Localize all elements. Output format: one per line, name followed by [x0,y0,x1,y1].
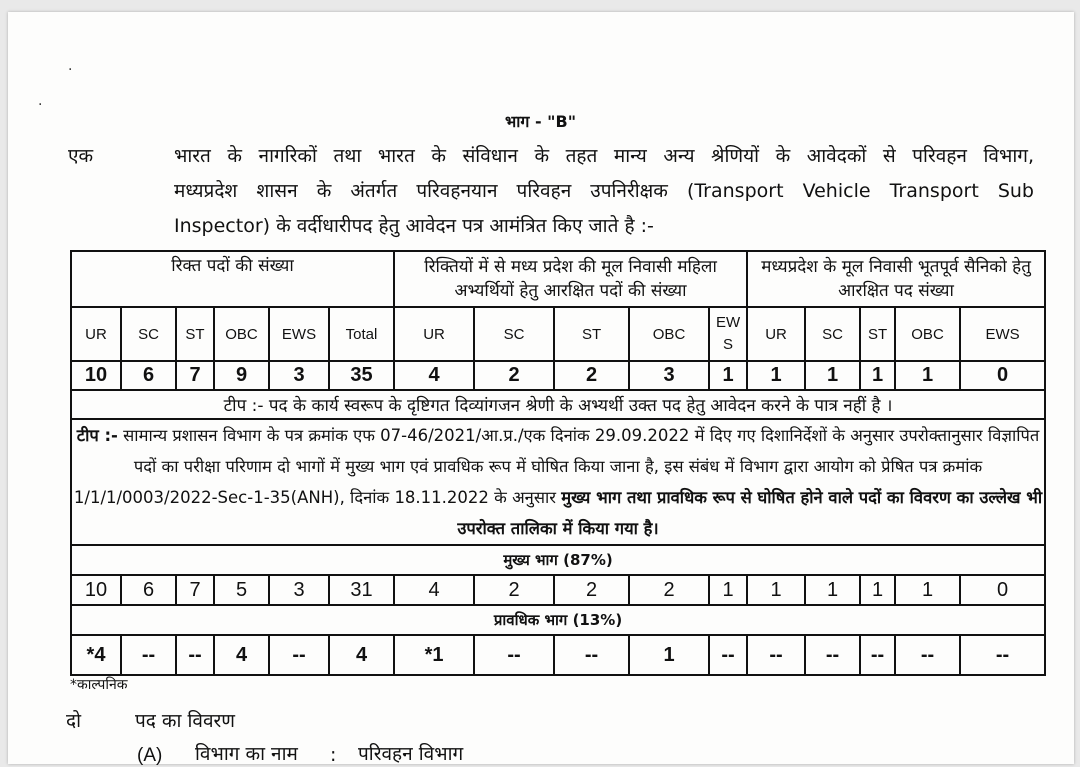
table-cell: 31 [329,575,394,605]
item-a-label: (A) [137,745,163,766]
note-2-prefix: टीप :- [76,426,118,445]
table-cell: 10 [71,361,121,390]
col-header: EWS [960,307,1045,361]
table-cell: 2 [554,361,629,390]
item-a-value: परिवहन विभाग [358,743,464,765]
scan-speck: · [38,97,43,113]
table-cell: 1 [860,575,895,605]
col-header: OBC [895,307,960,361]
main-part-label: मुख्य भाग (87%) [71,545,1045,575]
table-cell: 1 [747,575,805,605]
note-1: टीप :- पद के कार्य स्वरूप के दृष्टिगत दिव्यांगजन श्रेणी के अभ्यर्थी उक्त पद हेतु आवेदन करने के पात्र नहीं है । [71,390,1045,419]
col-header: EWS [269,307,329,361]
table-cell: 1 [895,361,960,390]
table-cell: 4 [394,361,474,390]
provisional-values-row [71,635,1045,675]
col-header: OBC [214,307,269,361]
col-header: SC [805,307,860,361]
vacancy-table [70,250,1046,676]
document-page [8,12,1074,764]
section-title: भाग - "B" [505,112,577,131]
note-row-1 [71,390,1045,419]
intro-line-3: Inspector) के वर्दीधारीपद हेतु आवेदन पत्र आमंत्रित किए जाते है :- [174,215,654,237]
table-cell: 0 [960,575,1045,605]
table-cell: 1 [709,575,747,605]
table-cell: 2 [474,361,554,390]
note-2-text: सामान्य प्रशासन विभाग के पत्र क्रमांक एफ 07-46/2021/आ.प्र./एक दिनांक 29.09.2022 में दिए गए दिशानिर्देशों के अनुसार उपरोक्तानुसार विज्ञापित पदों का परीक्षा परिणाम दो भागों में मुख्य भाग एवं प्रावधिक रूप में घोषित किया जाना है, इस संबंध में विभाग द्वारा आयोग को प्रेषित पत्र क्रमांक 1/1/1/0003/2022-Sec-1-35(ANH), दिनांक 18.11.2022 के अनुसार [73,426,1040,507]
col-header: UR [71,307,121,361]
main-part-values-row [71,575,1045,605]
table-cell: -- [121,635,176,675]
col-header: ST [860,307,895,361]
table-cell: 3 [269,575,329,605]
table-cell: -- [474,635,554,675]
table-cell: *1 [394,635,474,675]
note-row-2 [71,419,1045,545]
column-header-row [71,307,1045,361]
group-header-row [71,251,1045,307]
table-cell: 4 [394,575,474,605]
item-a-field: विभाग का नाम [195,743,298,765]
table-cell: 6 [121,361,176,390]
table-cell: 1 [747,361,805,390]
table-cell: -- [176,635,214,675]
table-cell: 4 [214,635,269,675]
table-cell: 2 [629,575,709,605]
header-ex-servicemen-reserved: मध्यप्रदेश के मूल निवासी भूतपूर्व सैनिको हेतु आरक्षित पद संख्या [747,251,1045,307]
table-cell: 1 [805,575,860,605]
provisional-part-label: प्रावधिक भाग (13%) [71,605,1045,635]
table-cell: 7 [176,575,214,605]
table-cell: 2 [474,575,554,605]
table-cell: 4 [329,635,394,675]
note-2 [71,419,1045,545]
table-cell: 1 [709,361,747,390]
col-header: ST [554,307,629,361]
table-cell: 3 [629,361,709,390]
table-cell: 1 [629,635,709,675]
intro-line-1: भारत के नागरिकों तथा भारत के संविधान के तहत मान्य अन्य श्रेणियों के आवेदकों से परिवहन विभाग, [174,145,1034,167]
col-header: SC [474,307,554,361]
col-header: OBC [629,307,709,361]
table-cell: -- [554,635,629,675]
header-total-vacancies: रिक्त पदों की संख्या [71,251,394,307]
col-header: EW S [709,307,747,361]
table-cell: 35 [329,361,394,390]
item-two-text: पद का विवरण [135,710,236,732]
col-header: UR [747,307,805,361]
table-cell: 3 [269,361,329,390]
main-part-band [71,545,1045,575]
table-cell: -- [960,635,1045,675]
table-cell: *4 [71,635,121,675]
intro-line-2: मध्यप्रदेश शासन के अंतर्गत परिवहनयान परिवहन उपनिरीक्षक (Transport Vehicle Transport Sub [174,180,1034,202]
vacancy-values-row [71,361,1045,390]
table-cell: 0 [960,361,1045,390]
footnote: *काल्पनिक [70,677,128,693]
table-cell: -- [805,635,860,675]
table-cell: -- [895,635,960,675]
col-header: UR [394,307,474,361]
item-two-label: दो [66,710,82,732]
table-cell: 1 [895,575,960,605]
col-header: SC [121,307,176,361]
scan-speck: · [68,62,73,78]
table-cell: 10 [71,575,121,605]
header-women-reserved: रिक्तियों में से मध्य प्रदेश की मूल निवासी महिला अभ्यर्थियों हेतु आरक्षित पदों की संख्या [394,251,747,307]
col-header: Total [329,307,394,361]
note-2-bold-text: मुख्य भाग तथा प्रावधिक रूप से घोषित होने वाले पदों का विवरण का उल्लेख भी उपरोक्त तालिका में किया गया है। [457,488,1043,538]
table-cell: 6 [121,575,176,605]
table-cell: -- [269,635,329,675]
table-cell: -- [860,635,895,675]
table-cell: 5 [214,575,269,605]
table-cell: 1 [805,361,860,390]
item-one-label: एक [68,145,94,167]
col-header: ST [176,307,214,361]
table-cell: -- [747,635,805,675]
table-cell: 9 [214,361,269,390]
table-cell: -- [709,635,747,675]
item-a-colon: : [330,744,337,766]
provisional-part-band [71,605,1045,635]
table-cell: 1 [860,361,895,390]
table-cell: 7 [176,361,214,390]
table-cell: 2 [554,575,629,605]
